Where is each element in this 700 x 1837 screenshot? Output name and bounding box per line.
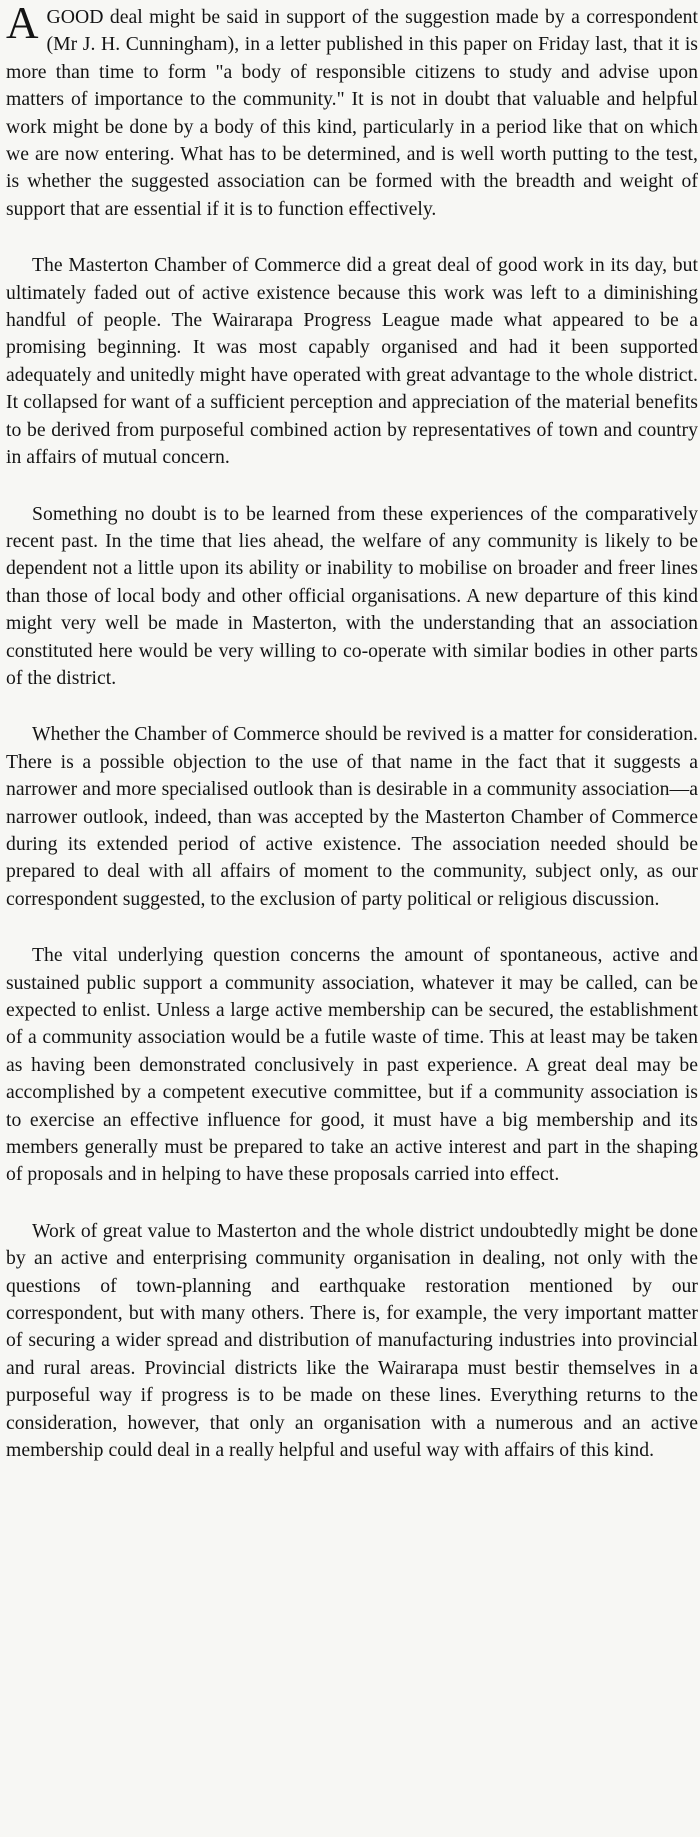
editorial-column: [6, 4, 698, 1494]
paragraph-6: Work of great value to Masterton and the whole district undoubtedly might be done by an active and enterprising community organisation in dealing, not only with the questions of town-planning and earthquake restoration mentioned by our correspondent, but with many others. There is, for example, the very important matter of securing a wider spread and distribution of manufacturing industries into provincial and rural areas. Provincial districts like the Wairarapa must bestir themselves in a purposeful way if progress is to be made on these lines. Everything returns to the consideration, however, that only an organisation with a numerous and an active membership could deal in a really helpful and useful way with affairs of this kind.: [6, 1219, 698, 1462]
paragraph-2: The Masterton Chamber of Commerce did a great deal of good work in its day, but ultimately faded out of active existence because this work was left to a diminishing handful of people. The Wairarapa Progress League made what appeared to be a promising beginning. It was most capably organised and had it been supported adequately and unitedly might have operated with great advantage to the whole district. It collapsed for want of a sufficient perception and appreciation of the material benefits to be derived from purposeful combined action by representatives of town and country in affairs of mutual concern.: [6, 254, 698, 469]
paragraph-1: [6, 4, 698, 223]
paragraph-5: The vital underlying question concerns the amount of spontaneous, active and sustained public support a community association, whatever it may be called, can be expected to enlist. Unless a large active membership can be secured, the establishment of a community association would be a futile waste of time. This at least may be taken as having been demonstrated conclusively in past experience. A great deal may be accomplished by a competent executive committee, but if a community association is to exercise an effective influence for good, it must have a big membership and its members generally must be prepared to take an active interest and part in the shaping of proposals and in helping to have these proposals carried into effect.: [6, 944, 698, 1186]
paragraph-1-text: GOOD deal might be said in support of the suggestion made by a correspondent (Mr J. H. Cunningham), in a letter published in this paper on Friday last, that it is more than time to form "a body of responsible citizens to study and advise upon matters of importance to the community." It is not in doubt that valuable and helpful work might be done by a body of this kind, particularly in a period like that on which we are now entering. What has to be determined, and is well worth putting to the test, is whether the suggested association can be formed with the breadth and weight of support that are essential if it is to function effectively.: [6, 6, 698, 220]
drop-cap-letter: A: [6, 4, 39, 48]
paragraph-4: Whether the Chamber of Commerce should be revived is a matter for consideration. There is a possible objection to the use of that name in the fact that it suggests a narrower and more specialised outlook than is desirable in a community association—a narrower outlook, indeed, than was accepted by the Masterton Chamber of Commerce during its extended period of active existence. The association needed should be prepared to deal with all affairs of moment to the community, subject only, as our correspondent suggested, to the exclusion of party political or religious discussion.: [6, 723, 698, 910]
paragraph-3: Something no doubt is to be learned from these experiences of the comparatively recent past. In the time that lies ahead, the welfare of any community is likely to be dependent not a little upon its ability or inability to mobilise on broader and freer lines than those of local body and other official organisations. A new departure of this kind might very well be made in Masterton, with the understanding that an association constituted here would be very willing to co-operate with similar bodies in other parts of the district.: [6, 502, 698, 689]
